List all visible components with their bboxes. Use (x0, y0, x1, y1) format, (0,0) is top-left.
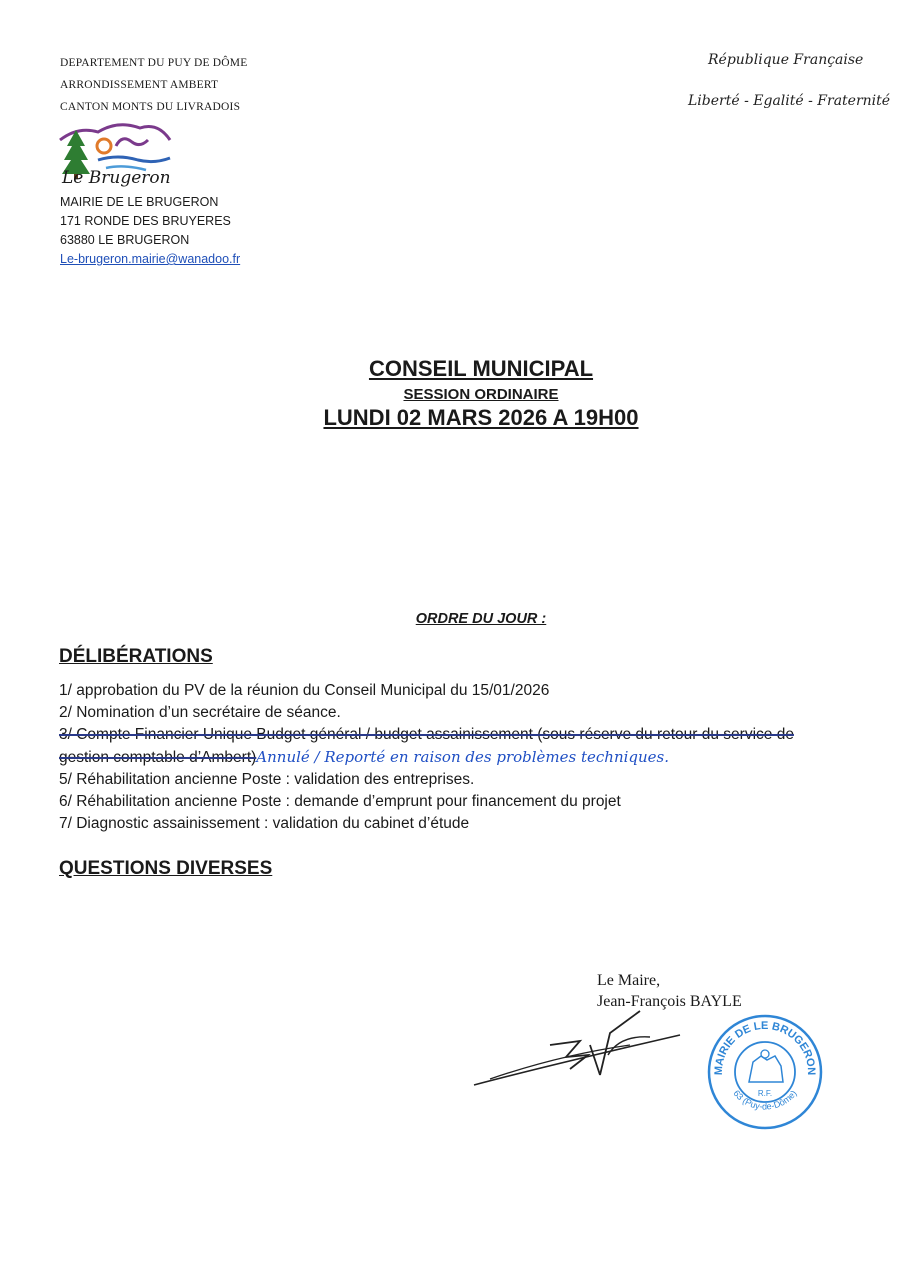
signer-role: Le Maire, (597, 972, 661, 989)
handwritten-signature (470, 1005, 690, 1095)
session-title: SESSION ORDINAIRE (403, 386, 559, 403)
agenda-heading-wrap (0, 610, 900, 628)
signer-name: Jean-François BAYLE (597, 993, 742, 1010)
questions-heading: QUESTIONS DIVERSES (59, 858, 273, 879)
page-title: CONSEIL MUNICIPAL (368, 356, 594, 381)
agenda-item: 5/ Réhabilitation ancienne Poste : validation des entreprises. (59, 771, 475, 788)
title-block (0, 356, 900, 431)
agenda-item: 1/ approbation du PV de la réunion du Conseil Municipal du 15/01/2026 (59, 682, 550, 699)
address-line-2: 171 RONDE DES BRUYERES (60, 214, 231, 228)
agenda-item: 7/ Diagnostic assainissement : validation du cabinet d’étude (59, 815, 470, 832)
handwritten-note: Annulé / Reporté en raison des problèmes techniques. (256, 748, 670, 766)
agenda-item-struck-line2: gestion comptable d’Ambert) (59, 749, 257, 766)
signature-stroke (590, 1011, 640, 1075)
agenda-item-struck: 3/ Compte Financier Unique Budget général / budget assainissement (sous réserve du retour du service de (59, 726, 794, 743)
address-line-1: MAIRIE DE LE BRUGERON (60, 195, 219, 209)
agenda-item-struck-continuation (59, 746, 794, 769)
meeting-date: LUNDI 02 MARS 2026 A 19H00 (323, 405, 639, 430)
marianne-icon (749, 1056, 783, 1082)
agenda-item: 6/ Réhabilitation ancienne Poste : demande d’emprunt pour financement du projet (59, 793, 621, 810)
mairie-address (60, 193, 240, 269)
swirl-icon (116, 139, 148, 146)
stamp-rf: R.F. (757, 1089, 773, 1098)
agenda-item: 2/ Nomination d’un secrétaire de séance. (59, 704, 341, 721)
agenda-heading: ORDRE DU JOUR : (415, 611, 547, 627)
stamp-text-bottom: 63 (Puy-de-Dôme) (731, 1088, 799, 1112)
canton-line: CANTON MONTS DU LIVRADOIS (60, 101, 241, 113)
sun-icon (97, 139, 111, 153)
signature-stroke (608, 1037, 650, 1055)
arrondissement-line: ARRONDISSEMENT AMBERT (60, 79, 219, 91)
signature-stroke (490, 1045, 630, 1079)
deliberations-heading: DÉLIBÉRATIONS (59, 646, 213, 667)
wave-icon (98, 157, 170, 162)
email-link[interactable]: Le-brugeron.mairie@wanadoo.fr (60, 252, 241, 266)
agenda-list (59, 680, 794, 835)
signature-stroke (474, 1035, 680, 1085)
stamp-text-top: MAIRIE DE LE BRUGERON (712, 1019, 818, 1076)
address-line-3: 63880 LE BRUGERON (60, 233, 190, 247)
marianne-head-icon (761, 1050, 769, 1058)
mairie-stamp (705, 1012, 825, 1132)
header-left (60, 52, 247, 118)
department-line: DEPARTEMENT DU PUY DE DÔME (60, 57, 248, 69)
republic-motto: Liberté - Egalité - Fraternité (688, 93, 891, 109)
republic-label: République Française (708, 52, 864, 68)
logo-name: Le Brugeron (62, 168, 171, 188)
